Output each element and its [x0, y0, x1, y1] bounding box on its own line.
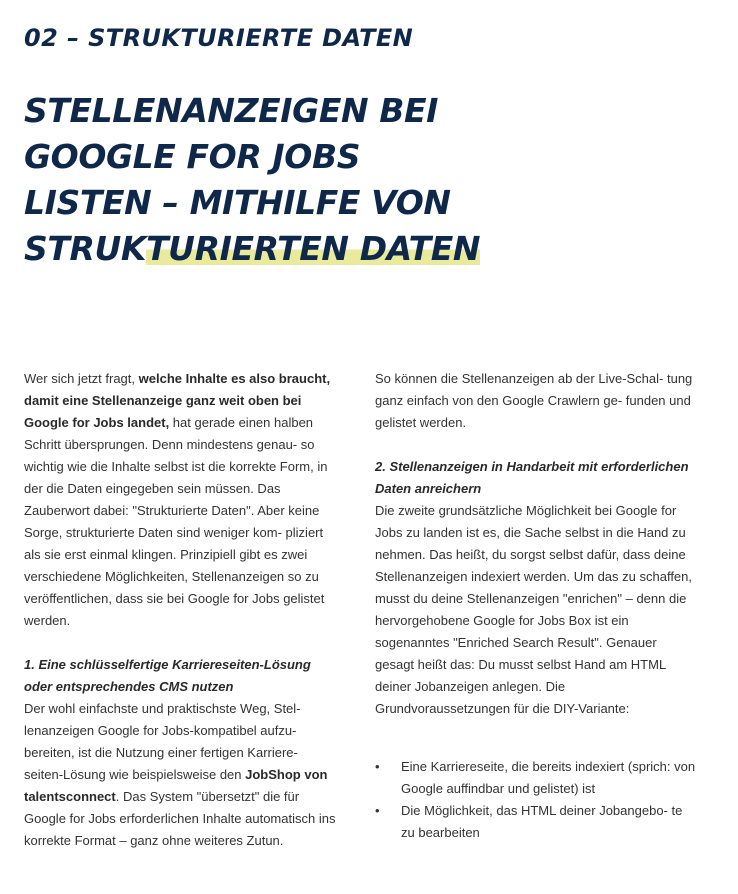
section-2-heading: 2. Stellenanzeigen in Handarbeit mit erforderlichen Daten anreichern [375, 459, 689, 496]
spacer [24, 632, 336, 654]
intro-paragraph [24, 368, 336, 632]
page-headline [24, 88, 480, 272]
headline-line-1: STELLENANZEIGEN BEI [24, 91, 439, 130]
right-column [375, 368, 697, 844]
section-1-heading: 1. Eine schlüsselfertige Karriereseiten-Lösung oder entsprechendes CMS nutzen [24, 657, 311, 694]
section-kicker: 02 – STRUKTURIERTE DATEN [24, 24, 414, 52]
spacer [375, 720, 697, 756]
spacer [375, 434, 697, 456]
bullet-icon: • [375, 759, 380, 774]
section-1-text-rest: . Das System "übersetzt" die für Google for Jobs erforderlichen Inhalte automatisch ins korrekte Format – ganz ohne weiteres Zutun. [24, 789, 336, 848]
jobshop-emphasis: JobShop von talentsconnect [24, 767, 328, 804]
headline-line-3: LISTEN – MITHILFE VON [24, 183, 451, 222]
left-column [24, 368, 336, 852]
headline-highlight: TURIERTEN DATEN [146, 229, 481, 268]
continuation-paragraph: So können die Stellenanzeigen ab der Live-Schal- tung ganz einfach von den Google Crawlern ge- funden und gelistet werden. [375, 371, 693, 430]
list-item [375, 800, 697, 844]
list-item-text: Die Möglichkeit, das HTML deiner Jobangebo- te zu bearbeiten [401, 803, 683, 840]
headline-line-4 [24, 226, 480, 272]
section-1-paragraph [24, 698, 336, 852]
section-2-paragraph: Die zweite grundsätzliche Möglichkeit bei Google for Jobs zu landen ist es, die Sache selbst in die Hand zu nehmen. Das heißt, du sorgst selbst dafür, dass deine Stellenanzeigen indexiert werden. Um das zu schaffen, musst du deine Stellenanzeigen "enrichen" – denn die hervorgehobene Google for Jobs Box ist ein sogenanntes "Enriched Search Result". Genauer gesagt heißt das: Du musst selbst Hand am HTML deiner Jobanzeigen anlegen. Die Grundvoraussetzungen für die DIY-Variante: [375, 503, 693, 716]
list-item [375, 756, 697, 800]
bullet-icon: • [375, 803, 380, 818]
headline-line-4-start: STRUK [24, 229, 147, 268]
list-item-text: Eine Karriereseite, die bereits indexiert (sprich: von Google auffindbar und gelistet) ist [401, 759, 696, 796]
section-1-text-start: Der wohl einfachste und praktischste Weg, Stel- lenanzeigen Google for Jobs-kompatibel aufzu- bereiten, ist die Nutzung einer fertigen Karriere- seiten-Lösung wie beispielsweise den [24, 701, 301, 782]
requirements-list [375, 756, 697, 844]
headline-line-2: GOOGLE FOR JOBS [24, 137, 361, 176]
intro-emphasis: welche Inhalte es also braucht, damit eine Stellenanzeige ganz weit oben bei Google for Jobs landet, [24, 371, 331, 430]
intro-text-rest: hat gerade einen halben Schritt übersprungen. Denn mindestens genau- so wichtig wie die Inhalte selbst ist die korrekte Form, in der die Daten eingegeben sein müssen. Das Zauberwort dabei: "Strukturierte Daten". Aber keine Sorge, strukturierte Daten sind weniger kom- pliziert als sie erst einmal klingen. Prinzipiell gibt es zwei verschiedene Möglichkeiten, Stellenanzeigen so zu veröffentlichen, dass sie bei Google for Jobs gelistet werden. [24, 415, 328, 628]
intro-text-start: Wer sich jetzt fragt, [24, 371, 139, 386]
